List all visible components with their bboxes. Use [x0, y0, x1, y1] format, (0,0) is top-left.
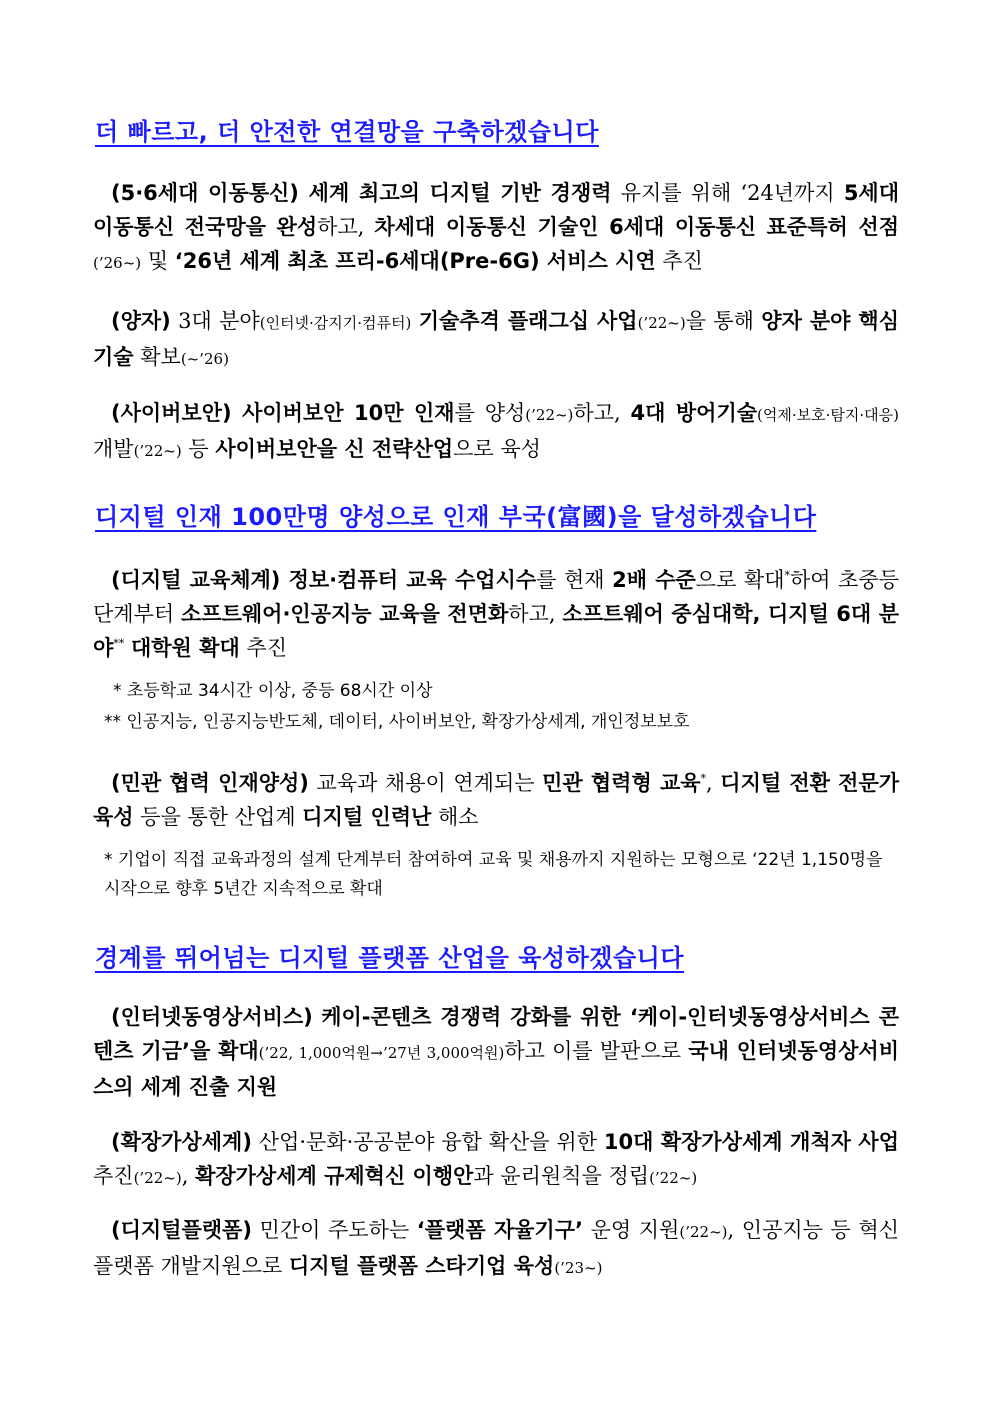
emphasis-text: (민관 협력 인재양성)	[111, 771, 309, 795]
emphasis-text: 디지털 플랫폼 스타기업 육성	[288, 1254, 555, 1278]
emphasis-text: (확장가상세계)	[111, 1130, 252, 1154]
paragraph	[93, 1000, 899, 1104]
body-text: 추진	[239, 636, 287, 660]
body-text: 운영 지원	[582, 1218, 680, 1242]
body-text: (’22~)	[649, 1169, 698, 1187]
emphasis-text: 소프트웨어 중심대학, 디지털 6대 분야	[93, 602, 899, 660]
body-text: 하고,	[573, 401, 631, 425]
footnote: * 기업이 직접 교육과정의 설계 단계부터 참여하여 교육 및 채용까지 지원하는 모형으로 ‘22년 1,150명을 시작으로 향후 5년간 지속적으로 확대	[104, 850, 883, 899]
body-text: 개발	[93, 437, 134, 461]
body-text	[313, 1005, 321, 1029]
emphasis-text: (디지털 교육체계) 정보·컴퓨터 교육 수업시수	[111, 568, 537, 592]
body-text: 을 통해	[685, 309, 762, 333]
body-text: , 인공지능 등 혁신 플랫폼 개발지원으로	[93, 1218, 900, 1278]
emphasis-text: (사이버보안) 사이버보안 10만 인재	[111, 401, 455, 425]
body-text: (’22~)	[679, 1223, 728, 1241]
section-heading-talent: 디지털 인재 100만명 양성으로 인재 부국(富國)을 달성하겠습니다	[95, 503, 817, 531]
body-text: 를 현재	[536, 568, 613, 592]
body-text: (’22, 1,000억원→’27년 3,000억원)	[258, 1044, 505, 1062]
emphasis-text: 5세대 이동통신 전국망을 완성	[93, 181, 899, 239]
paragraph	[93, 563, 899, 665]
emphasis-text: 2배 수준	[612, 568, 696, 592]
body-text: (’23~)	[554, 1259, 603, 1277]
body-text: 하고 이를 발판으로	[504, 1039, 689, 1063]
body-text: 하고,	[508, 602, 563, 626]
body-text: 추진	[93, 1164, 134, 1188]
body-text: (억제·보호·탐지·대응)	[757, 406, 899, 424]
body-text: 으로 육성	[453, 437, 541, 461]
body-text: 등을 통한 산업계	[133, 805, 303, 829]
body-text: *	[700, 772, 707, 785]
section-heading-platform: 경계를 뛰어넘는 디지털 플랫폼 산업을 육성하겠습니다	[95, 944, 685, 972]
body-text: (인터넷·감지기·컴퓨터)	[259, 314, 412, 332]
paragraph	[93, 766, 899, 834]
body-text: 를 양성	[454, 401, 526, 425]
paragraph	[93, 396, 899, 468]
emphasis-text: ‘플랫폼 자율기구’	[416, 1218, 583, 1242]
body-text: 3대 분야	[170, 309, 260, 333]
body-text: 교육과 채용이 연계되는	[308, 771, 543, 795]
emphasis-text: 차세대 이동통신 기술인 6세대 이동통신 표준특허 선점	[374, 215, 899, 239]
body-text: 하여 초중등 단계부터	[93, 568, 899, 626]
footnote: ** 인공지능, 인공지능반도체, 데이터, 사이버보안, 확장가상세계, 개인정보보호	[104, 712, 690, 732]
emphasis-text: 4대 방어기술	[630, 401, 758, 425]
body-text: (’26~)	[93, 254, 142, 272]
body-text	[124, 636, 131, 660]
paragraph	[93, 176, 899, 280]
emphasis-text: 디지털 인력난	[302, 805, 432, 829]
body-text: 민간이 주도하는	[251, 1218, 417, 1242]
emphasis-text: (인터넷동영상서비스)	[111, 1005, 313, 1029]
section-heading-network: 더 빠르고, 더 안전한 연결망을 구축하겠습니다	[95, 118, 599, 146]
emphasis-text: 사이버보안을 신 전략산업	[215, 437, 454, 461]
emphasis-text: (디지털플랫폼)	[111, 1218, 252, 1242]
body-text: 추진	[655, 249, 703, 273]
body-text: (’22~)	[525, 406, 574, 424]
paragraph	[93, 1213, 899, 1285]
emphasis-text: 소프트웨어·인공지능 교육을 전면화	[181, 602, 509, 626]
emphasis-text: (5·6세대 이동통신) 세계 최고의 디지털 기반 경쟁력	[111, 181, 612, 205]
body-text: (’22~)	[133, 1169, 182, 1187]
emphasis-text: 확장가상세계 규제혁신 이행안	[195, 1164, 474, 1188]
body-text: 으로 확대	[695, 568, 785, 592]
body-text: 산업·문화·공공분야 융합 확산을 위한	[251, 1130, 604, 1154]
footnote: * 초등학교 34시간 이상, 중등 68시간 이상	[113, 681, 433, 701]
emphasis-text: 케이-콘텐츠 경쟁력 강화를 위한 ‘케이-인터넷동영상서비스 콘텐츠 기금’을 확대	[93, 1005, 899, 1063]
emphasis-text: 대학원 확대	[130, 636, 240, 660]
body-text: 유지를 위해 ‘24년까지	[611, 181, 844, 205]
body-text: 과 윤리원칙을 정립	[473, 1164, 650, 1188]
body-text: 확보	[133, 345, 181, 369]
body-text: (’22~)	[637, 314, 686, 332]
body-text	[411, 309, 418, 333]
paragraph	[93, 304, 899, 376]
emphasis-text: 민관 협력형 교육	[542, 771, 701, 795]
paragraph	[93, 1125, 899, 1195]
body-text: **	[113, 637, 125, 650]
body-text: 등	[181, 437, 216, 461]
emphasis-text: ‘26년 세계 최초 프리-6세대(Pre-6G) 서비스 시연	[174, 249, 656, 273]
body-text: 하고,	[317, 215, 375, 239]
body-text: ,	[706, 771, 721, 795]
body-text: ,	[181, 1164, 196, 1188]
body-text: 및	[141, 249, 175, 273]
emphasis-text: 디지털 전환 전문가 육성	[93, 771, 900, 829]
body-text: *	[784, 569, 790, 582]
emphasis-text: 기술추격 플래그십 사업	[418, 309, 638, 333]
emphasis-text: 국내 인터넷동영상서비스의 세계 진출 지원	[93, 1039, 899, 1099]
emphasis-text: 양자 분야 핵심기술	[93, 309, 899, 369]
emphasis-text: (양자)	[111, 309, 171, 333]
body-text: 해소	[431, 805, 479, 829]
body-text: (~’26)	[180, 350, 229, 368]
body-text: (’22~)	[133, 442, 182, 460]
emphasis-text: 10대 확장가상세계 개척자 사업	[603, 1130, 899, 1154]
